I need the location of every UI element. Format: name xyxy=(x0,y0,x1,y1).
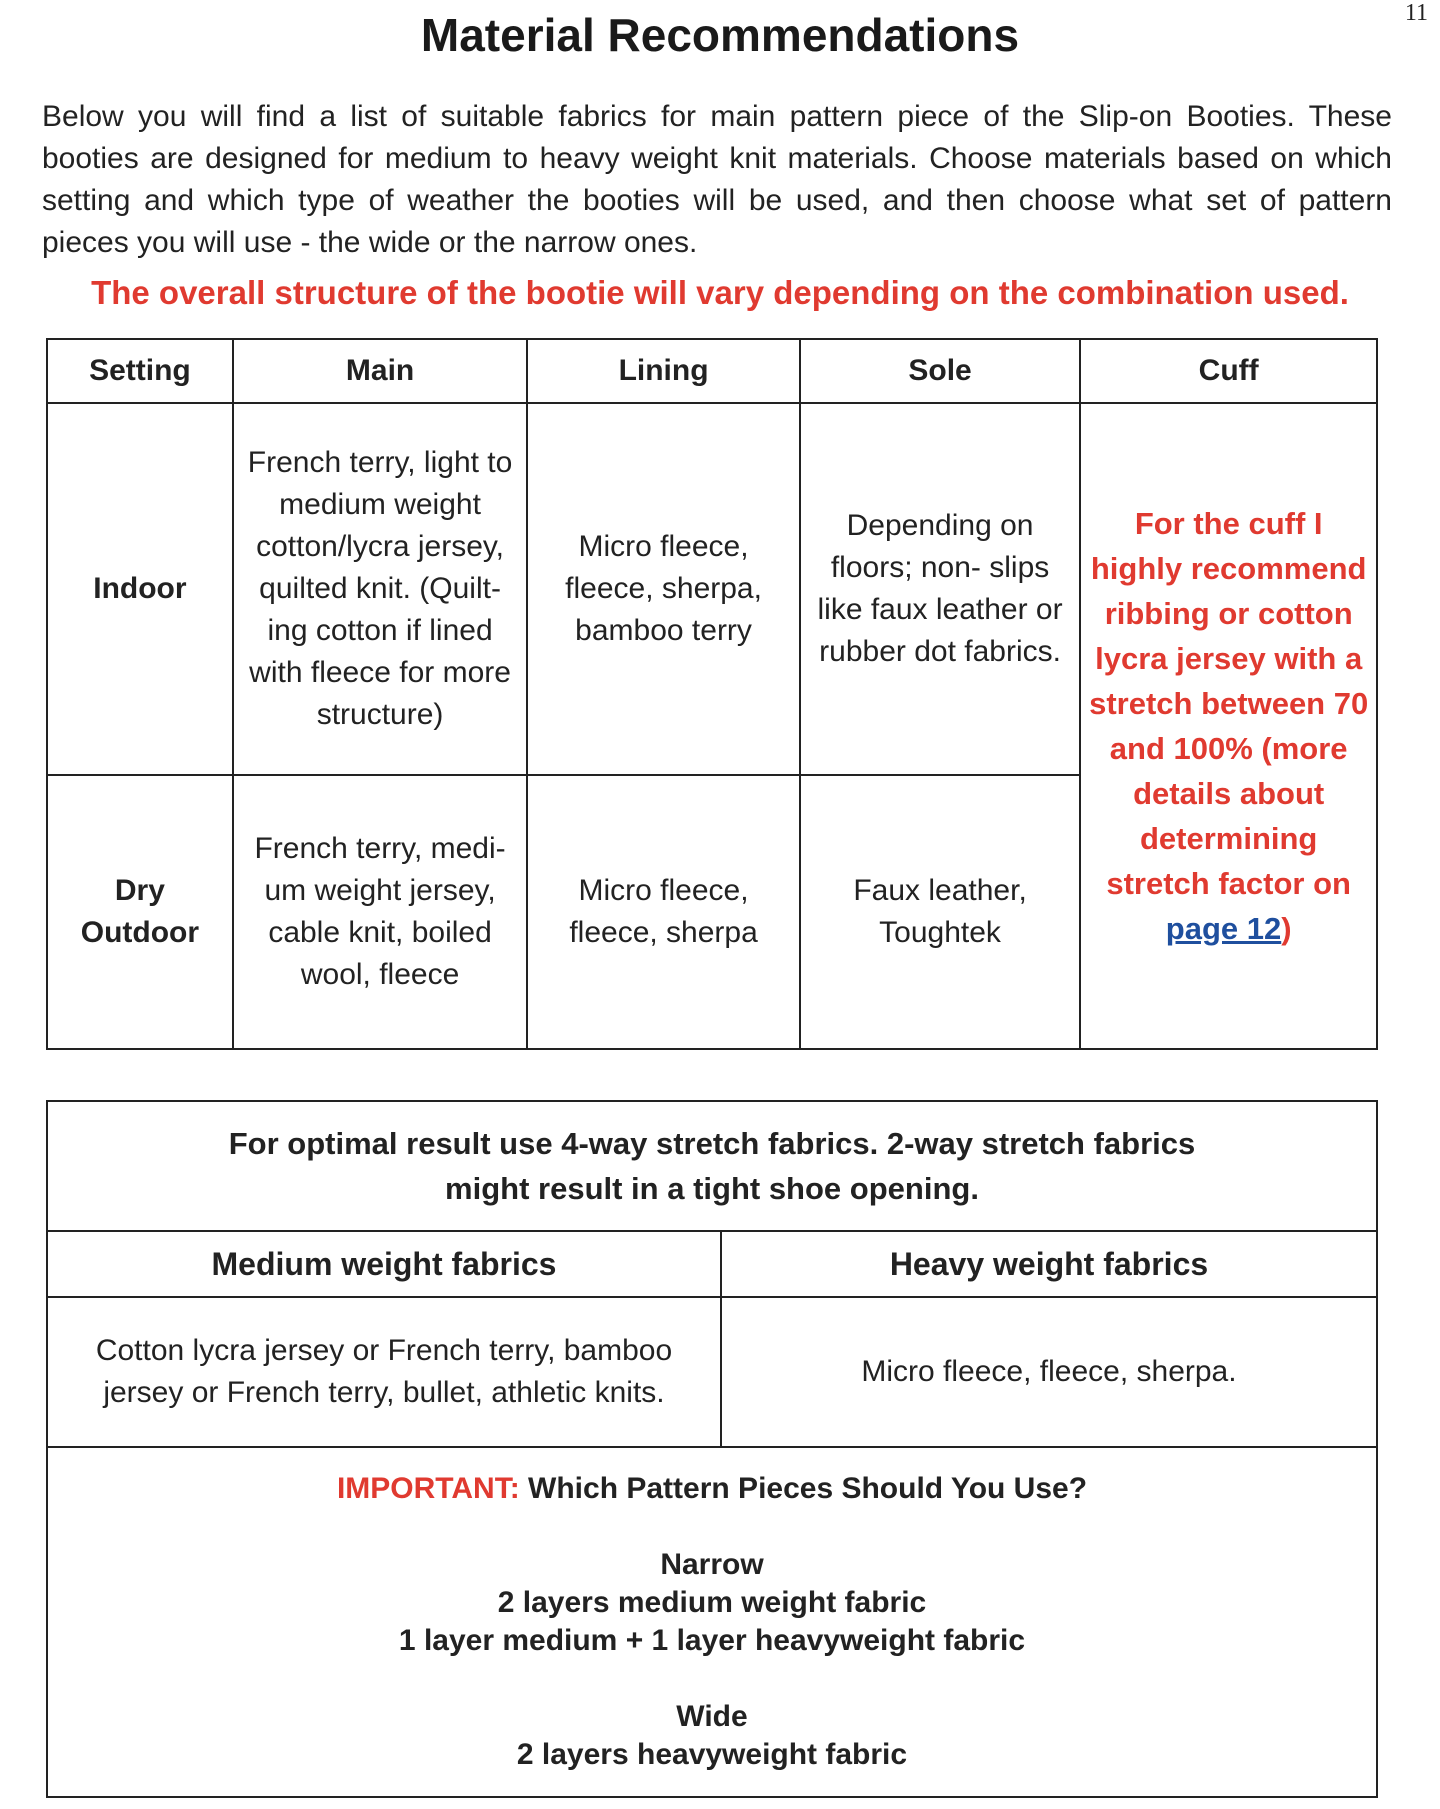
narrow-line1: 2 layers medium weight fabric xyxy=(497,1586,927,1619)
medium-desc-line2: jersey or French terry, bullet, athletic knits. xyxy=(103,1376,665,1409)
lining-cell: Micro fleece, fleece, sherpa xyxy=(527,775,799,1049)
important-cell xyxy=(47,1447,1377,1797)
header-cuff: Cuff xyxy=(1080,339,1377,403)
medium-weight-desc xyxy=(47,1297,721,1447)
important-label: IMPORTANT: xyxy=(336,1472,520,1505)
important-row xyxy=(47,1447,1377,1797)
weights-desc-row xyxy=(47,1297,1377,1447)
table-header-row xyxy=(47,339,1377,403)
main-cell: French terry, medi-um weight jersey, cable knit, boiled wool, fleece xyxy=(233,775,528,1049)
wide-line1: 2 layers heavyweight fabric xyxy=(516,1738,908,1771)
lining-cell: Micro fleece, fleece, sherpa, bamboo terry xyxy=(527,403,799,775)
page-12-link[interactable]: page 12 xyxy=(1165,911,1282,946)
fabric-recommendation-table xyxy=(46,338,1378,1050)
setting-cell: Dry Outdoor xyxy=(47,775,233,1049)
important-heading xyxy=(49,1470,1375,1508)
sole-cell: Faux leather, Toughtek xyxy=(800,775,1081,1049)
stretch-note-line2: might result in a tight shoe opening. xyxy=(445,1171,979,1206)
cuff-close: ) xyxy=(1281,911,1292,946)
stretch-note-row xyxy=(47,1101,1377,1231)
setting-cell: Indoor xyxy=(47,403,233,775)
page-title: Material Recommendations xyxy=(420,9,1020,61)
main-cell: French terry, light to medium weight cotton/lycra jersey, quilted knit. (Quilt-ing cotton if lined with fleece for more structure) xyxy=(233,403,528,775)
header-lining: Lining xyxy=(527,339,799,403)
header-main: Main xyxy=(233,339,528,403)
table-row xyxy=(47,403,1377,775)
important-question: Which Pattern Pieces Should You Use? xyxy=(519,1472,1088,1505)
weights-header-row xyxy=(47,1231,1377,1297)
narrow-title: Narrow xyxy=(660,1548,764,1581)
structure-notice: The overall structure of the bootie will vary depending on the combination used. xyxy=(91,274,1349,311)
intro-paragraph: Below you will find a list of suitable fabrics for main pattern piece of the Slip-on Booties. These booties are designed for medium to heavy weight knit materials. Choose materials based on which setting and which type of weather the booties will be used, and then choose what set of pattern pieces you will use - the wide or the narrow ones. xyxy=(42,100,1392,259)
wide-title: Wide xyxy=(676,1700,748,1733)
header-setting: Setting xyxy=(47,339,233,403)
stretch-note-line1: For optimal result use 4-way stretch fabrics. 2-way stretch fabrics xyxy=(228,1126,1196,1161)
heavy-weight-desc: Micro fleece, fleece, sherpa. xyxy=(721,1297,1377,1447)
cuff-text: For the cuff I highly recommend ribbing or cotton lycra jersey with a stretch between 70 and 100% (more details about determining stretch factor on xyxy=(1089,506,1369,901)
header-sole: Sole xyxy=(800,339,1081,403)
sole-cell: Depending on floors; non- slips like faux leather or rubber dot fabrics. xyxy=(800,403,1081,775)
stretch-note xyxy=(47,1101,1377,1231)
narrow-block xyxy=(49,1546,1375,1660)
wide-block xyxy=(49,1698,1375,1774)
cuff-cell xyxy=(1080,403,1377,1049)
narrow-line2: 1 layer medium + 1 layer heavyweight fabric xyxy=(398,1624,1026,1657)
heavy-weight-header: Heavy weight fabrics xyxy=(721,1231,1377,1297)
medium-weight-header: Medium weight fabrics xyxy=(47,1231,721,1297)
fabric-weights-table xyxy=(46,1100,1378,1798)
medium-desc-line1: Cotton lycra jersey or French terry, bamboo xyxy=(95,1334,673,1367)
page-number: 11 xyxy=(1404,0,1428,26)
